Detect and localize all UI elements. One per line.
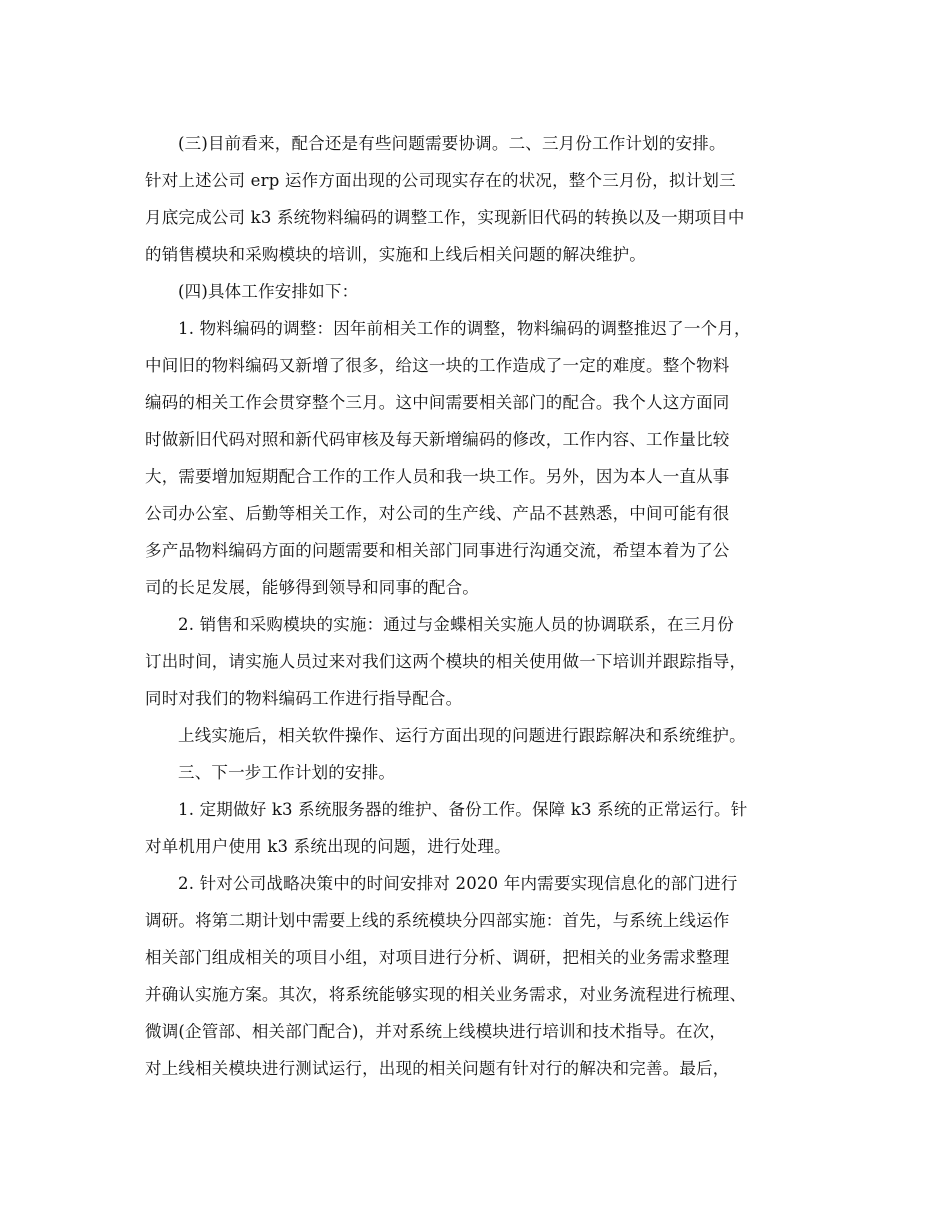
text-line: 月底完成公司 k3 系统物料编码的调整工作，实现新旧代码的转换以及一期项目中 (145, 208, 745, 227)
text-line: 订出时间，请实施人员过来对我们这两个模块的相关使用做一下培训并跟踪指导， (145, 652, 747, 671)
text-line: 对单机用户使用 k3 系统出现的问题，进行处理。 (145, 837, 511, 856)
text-line: 同时对我们的物料编码工作进行指导配合。 (145, 689, 463, 708)
text-line: 对上线相关模块进行测试运行，出现的相关问题有针对行的解决和完善。最后， (145, 1059, 730, 1078)
text-line: 2. 销售和采购模块的实施：通过与金蝶相关实施人员的协调联系，在三月份 (178, 615, 734, 634)
text-line: 大，需要增加短期配合工作的工作人员和我一块工作。另外，因为本人一直从事 (145, 467, 730, 486)
section-heading: (四)具体工作安排如下： (178, 282, 359, 301)
text-line: 公司办公室、后勤等相关工作，对公司的生产线、产品不甚熟悉，中间可能有很 (145, 504, 730, 523)
text-line: 时做新旧代码对照和新代码审核及每天新增编码的修改，工作内容、工作量比较 (145, 430, 730, 449)
text-line: 多产品物料编码方面的问题需要和相关部门同事进行沟通交流，希望本着为了公 (145, 541, 730, 560)
text-line: (三)目前看来，配合还是有些问题需要协调。二、三月份工作计划的安排。 (178, 134, 726, 153)
text-line: 司的长足发展，能够得到领导和同事的配合。 (145, 578, 479, 597)
text-line: 2. 针对公司战略决策中的时间安排对 2020 年内需要实现信息化的部门进行 (178, 874, 738, 893)
text-line: 的销售模块和采购模块的培训，实施和上线后相关问题的解决维护。 (145, 245, 646, 264)
text-line: 并确认实施方案。其次，将系统能够实现的相关业务需求，对业务流程进行梳理、 (145, 985, 747, 1004)
text-line: 调研。将第二期计划中需要上线的系统模块分四部实施：首先，与系统上线运作 (145, 911, 730, 930)
section-heading: 三、下一步工作计划的安排。 (178, 763, 396, 782)
text-line: 上线实施后，相关软件操作、运行方面出现的问题进行跟踪解决和系统维护。 (178, 726, 746, 745)
text-line: 1. 物料编码的调整：因年前相关工作的调整，物料编码的调整推迟了一个月， (178, 319, 751, 338)
text-line: 针对上述公司 erp 运作方面出现的公司现实存在的状况，整个三月份，拟计划三 (145, 171, 736, 190)
text-line: 中间旧的物料编码又新增了很多，给这一块的工作造成了一定的难度。整个物料 (145, 356, 730, 375)
text-line: 1. 定期做好 k3 系统服务器的维护、备份工作。保障 k3 系统的正常运行。针 (178, 800, 748, 819)
text-line: 相关部门组成相关的项目小组，对项目进行分析、调研，把相关的业务需求整理 (145, 948, 730, 967)
text-line: 编码的相关工作会贯穿整个三月。这中间需要相关部门的配合。我个人这方面同 (145, 393, 730, 412)
text-line: 微调(企管部、相关部门配合)，并对系统上线模块进行培训和技术指导。在次， (145, 1022, 727, 1041)
